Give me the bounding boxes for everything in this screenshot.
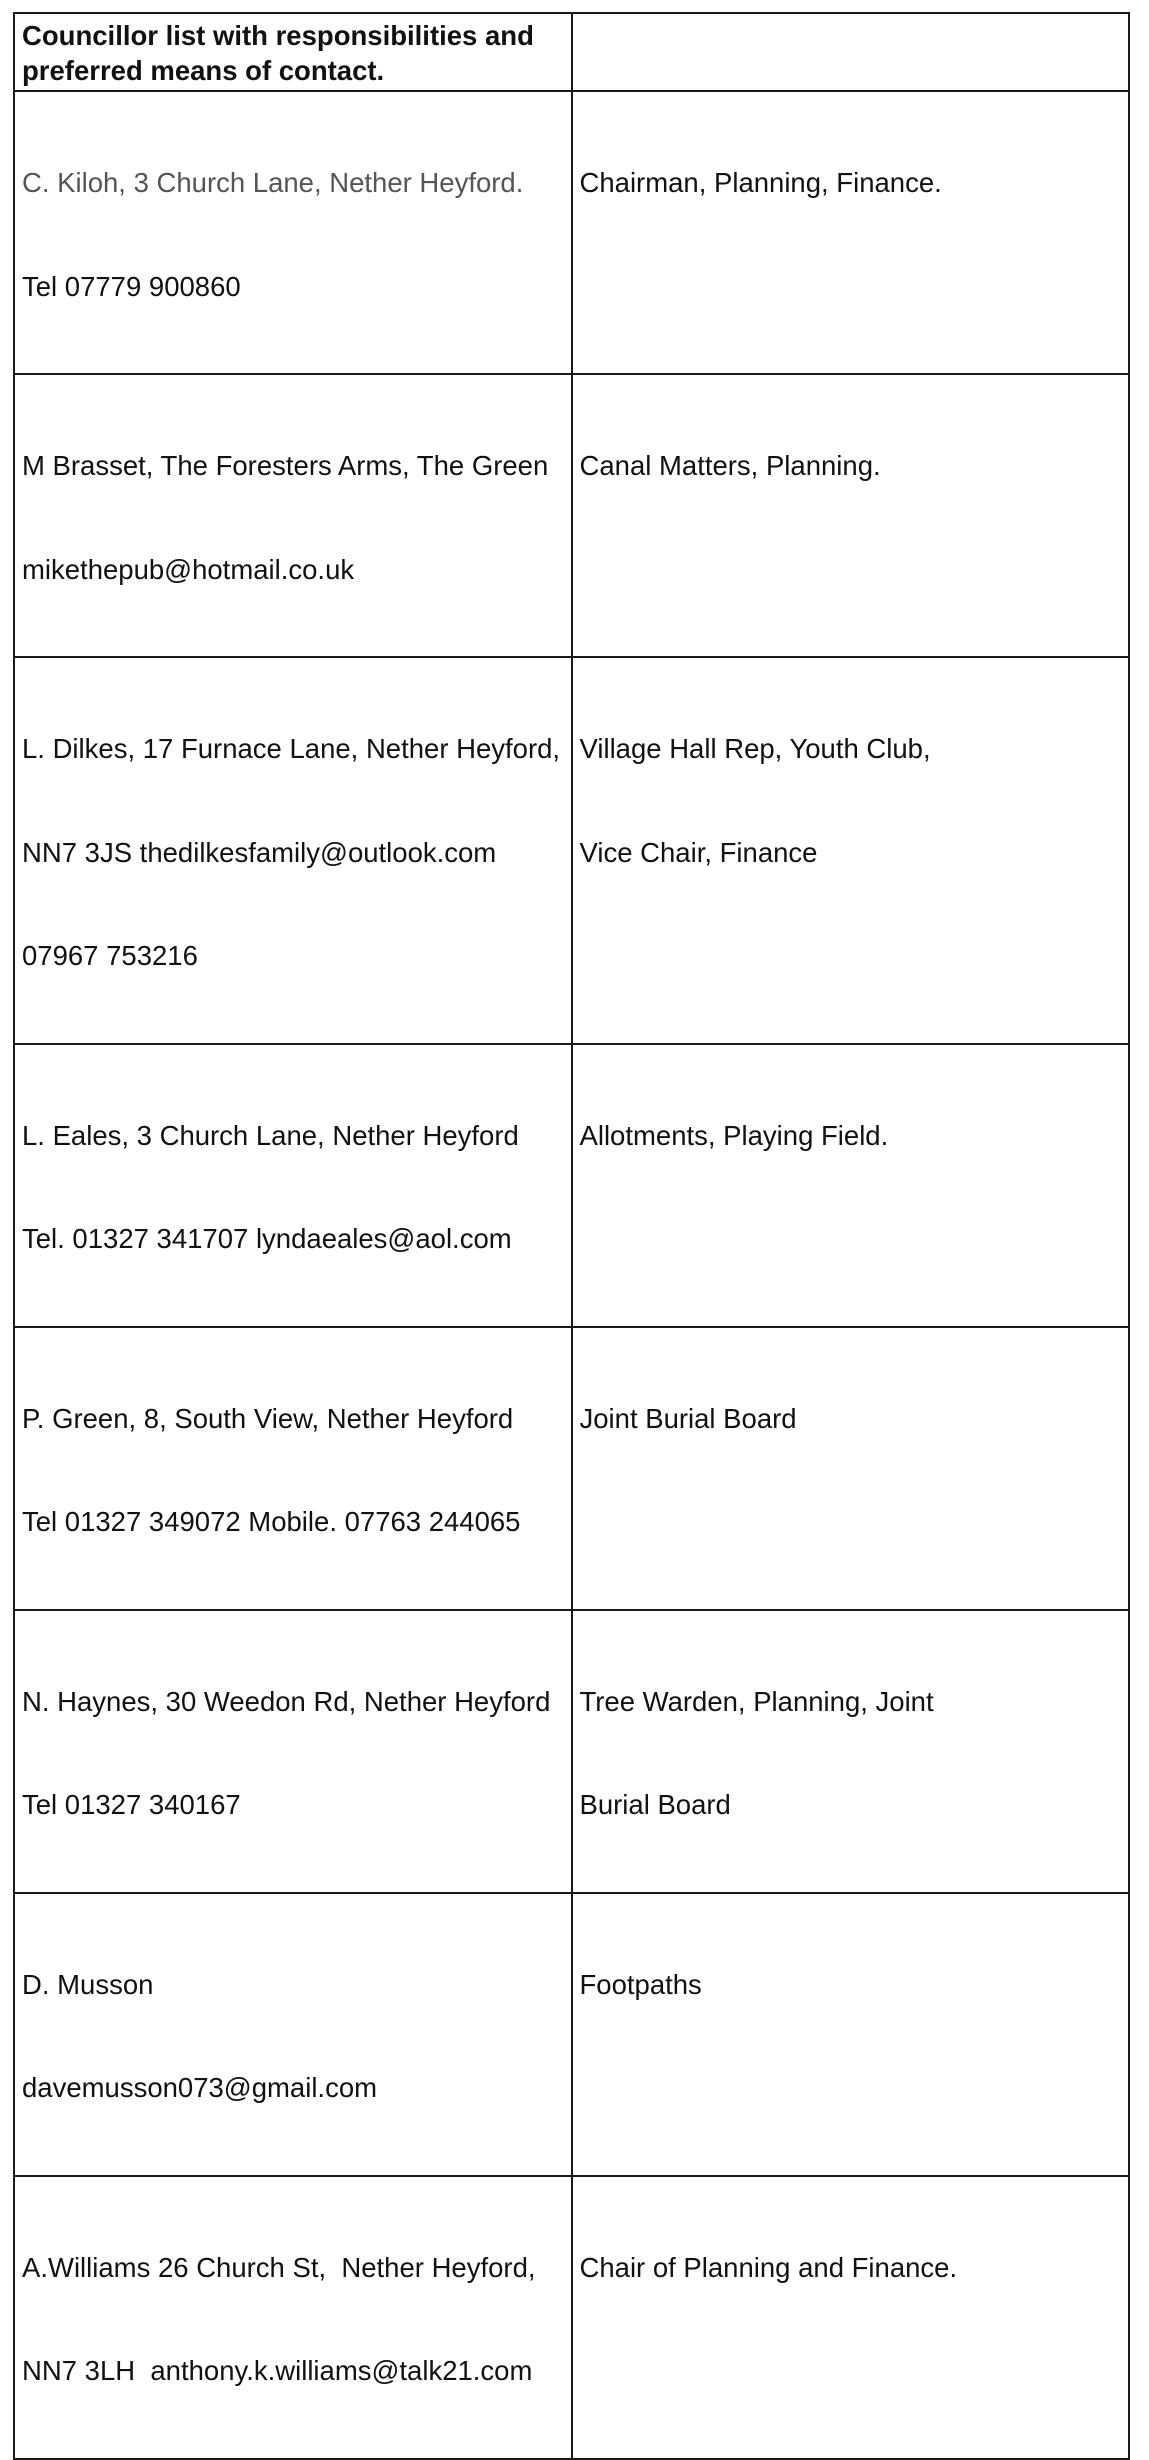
responsibility-line: Joint Burial Board xyxy=(579,1402,797,1434)
contact-cell xyxy=(14,1893,572,2176)
responsibilities-cell xyxy=(572,374,1130,657)
contact-line: P. Green, 8, South View, Nether Heyford xyxy=(22,1402,514,1434)
contact-cell xyxy=(14,1610,572,1893)
contact-cell xyxy=(14,2176,572,2459)
responsibility-line: Allotments, Playing Field. xyxy=(579,1119,889,1151)
contact-cell xyxy=(14,1327,572,1610)
responsibility-line: Canal Matters, Planning. xyxy=(579,450,881,481)
responsibility-line: Chair of Planning and Finance. xyxy=(579,2251,958,2283)
responsibilities-cell xyxy=(572,1893,1130,2176)
table-row xyxy=(14,374,1129,657)
table-row xyxy=(14,1044,1129,1327)
contact-line: NN7 3JS thedilkesfamily@outlook.com xyxy=(22,836,497,868)
table-title-line: preferred means of contact. xyxy=(22,54,385,86)
contact-line: Tel 01327 340167 xyxy=(22,1789,241,1820)
contact-line: Tel 01327 349072 Mobile. 07763 244065 xyxy=(22,1506,521,1537)
table-row xyxy=(14,1327,1129,1610)
table-title-cell xyxy=(14,13,572,91)
responsibilities-cell xyxy=(572,1610,1130,1893)
table-row xyxy=(14,2176,1129,2459)
contact-line: davemusson073@gmail.com xyxy=(22,2072,378,2103)
table-row xyxy=(14,1893,1129,2176)
contact-line: A.Williams 26 Church St, Nether Heyford, xyxy=(22,2251,536,2283)
responsibilities-cell xyxy=(572,657,1130,1044)
contact-line: NN7 3LH anthony.k.williams@talk21.com xyxy=(22,2355,533,2386)
table-row xyxy=(14,1610,1129,1893)
contact-line: Tel 07779 900860 xyxy=(22,270,241,302)
table-title-line: Councillor list with responsibilities and xyxy=(22,20,534,51)
table-header-empty-cell xyxy=(572,13,1130,91)
responsibilities-cell xyxy=(572,2176,1130,2459)
contact-cell xyxy=(14,657,572,1044)
responsibility-line: Burial Board xyxy=(579,1789,731,1820)
contact-cell xyxy=(14,91,572,374)
responsibility-line: Chairman, Planning, Finance. xyxy=(579,167,942,198)
contact-line: L. Eales, 3 Church Lane, Nether Heyford xyxy=(22,1119,519,1151)
councillor-table xyxy=(13,12,1130,2460)
responsibilities-cell xyxy=(572,1327,1130,1610)
responsibilities-cell xyxy=(572,1044,1130,1327)
contact-line: 07967 753216 xyxy=(22,940,198,971)
contact-line: C. Kiloh, 3 Church Lane, Nether Heyford. xyxy=(22,167,524,198)
contact-line: D. Musson xyxy=(22,1968,154,2000)
responsibility-line: Footpaths xyxy=(579,1968,702,2000)
contact-line: Tel. 01327 341707 lyndaeales@aol.com xyxy=(22,1223,512,1254)
contact-cell xyxy=(14,374,572,657)
contact-line: L. Dilkes, 17 Furnace Lane, Nether Heyford, xyxy=(22,733,561,764)
contact-line: M Brasset, The Foresters Arms, The Green xyxy=(22,450,549,481)
table-row xyxy=(14,91,1129,374)
responsibility-line: Tree Warden, Planning, Joint xyxy=(579,1685,934,1717)
table-row xyxy=(14,657,1129,1044)
table-header-row xyxy=(14,13,1129,91)
responsibility-line: Vice Chair, Finance xyxy=(579,836,818,868)
responsibility-line: Village Hall Rep, Youth Club, xyxy=(579,733,931,764)
contact-line: N. Haynes, 30 Weedon Rd, Nether Heyford xyxy=(22,1685,551,1717)
responsibilities-cell xyxy=(572,91,1130,374)
contact-line: mikethepub@hotmail.co.uk xyxy=(22,553,355,585)
contact-cell xyxy=(14,1044,572,1327)
